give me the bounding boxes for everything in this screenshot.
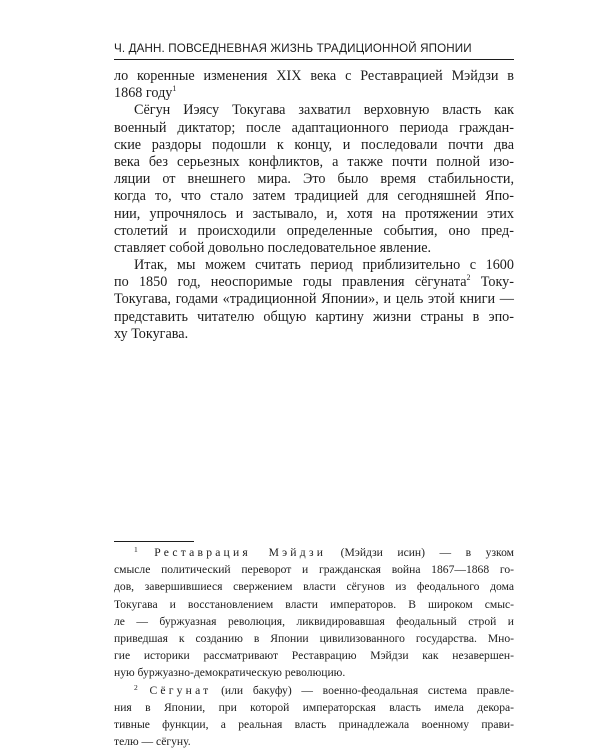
footnote-2 [114, 684, 514, 752]
footnote-line: приведшая к созданию в Японии цивилизованного государства. Мно- [114, 632, 514, 649]
text-line: ставляет собой довольно последовательное явление. [114, 240, 514, 257]
footnote-line [114, 546, 514, 563]
text-line [114, 85, 514, 102]
text-line: нии, упрочнялось и застывало, и, хотя на протяжении этих [114, 206, 514, 223]
footnote-text: (Мэйдзи исин) — в узком [326, 546, 514, 559]
text-line-fragment: 1868 году [114, 85, 172, 101]
text-line: ху Токугава. [114, 326, 514, 343]
footnote-line [114, 684, 514, 701]
footnote-line: телю — сёгуну. [114, 735, 514, 752]
text-line: ляции от внешнего мира. Это было время стабильности, [114, 171, 514, 188]
footnote-line: ле — буржуазная революция, ликвидировавшая феодальный строй и [114, 615, 514, 632]
text-line: столетий и происходили определенные события, оно пред- [114, 223, 514, 240]
footnote-line: тивные функции, а реальная власть принадлежала военному прави- [114, 718, 514, 735]
footnote-mark: 1 [134, 545, 138, 554]
text-line-fragment: по 1850 год, неоспоримые годы правления сёгуната [114, 274, 467, 290]
footnote-line: гие историки рассматривают Реставрацию Мэйдзи как незавершен- [114, 649, 514, 666]
footnote-mark: 2 [134, 683, 138, 692]
text-line: Сёгун Иэясу Токугава захватил верховную власть как [114, 102, 514, 119]
paragraph-1 [114, 68, 514, 102]
footnote-separator [114, 541, 194, 542]
paragraph-2 [114, 102, 514, 257]
footnote-line: Токугава и восстановлением власти императоров. В широком смыс- [114, 598, 514, 615]
footnote-line: ную буржуазно-демократическую революцию. [114, 666, 514, 683]
footnote-1 [114, 546, 514, 684]
footnote-ref-1: 1 [172, 84, 176, 93]
text-line: Токугава, годами «традиционной Японии», и цель этой книги — [114, 291, 514, 308]
footnote-line: ния в Японии, при которой императорская власть имела декора- [114, 701, 514, 718]
text-line: ло коренные изменения XIX века с Реставрацией Мэйдзи в [114, 68, 514, 85]
footnote-text: (или бакуфу) — военно-феодальная система правле- [211, 684, 514, 697]
text-line: ские раздоры подошли к концу, и последовали почти два [114, 137, 514, 154]
header-rule [114, 59, 514, 60]
text-line: военный диктатор; после адаптационного периода граждан- [114, 120, 514, 137]
footnote-line: смысле политический переворот и гражданская война 1867—1868 го- [114, 563, 514, 580]
text-line: века без серьезных конфликтов, а также почти полной изо- [114, 154, 514, 171]
footnote-line: дов, завершившиеся свержением власти сёгунов из феодального дома [114, 580, 514, 597]
text-line: представить читателю общую картину жизни страны в эпо- [114, 309, 514, 326]
footnote-ref-2: 2 [467, 273, 471, 282]
footnote-term: Сёгунат [149, 684, 211, 697]
text-line: Итак, мы можем считать период приблизительно с 1600 [114, 257, 514, 274]
text-line: когда то, что стало затем традицией для сегодняшней Япо- [114, 188, 514, 205]
paragraph-3 [114, 257, 514, 343]
text-line [114, 274, 514, 291]
text-line-fragment: Току- [471, 274, 514, 290]
footnote-term: Реставрация Мэйдзи [154, 546, 326, 559]
main-text [114, 68, 514, 343]
running-head: Ч. ДАНН. ПОВСЕДНЕВНАЯ ЖИЗНЬ ТРАДИЦИОННОЙ ЯПОНИИ [114, 42, 514, 55]
footnotes [114, 546, 514, 752]
